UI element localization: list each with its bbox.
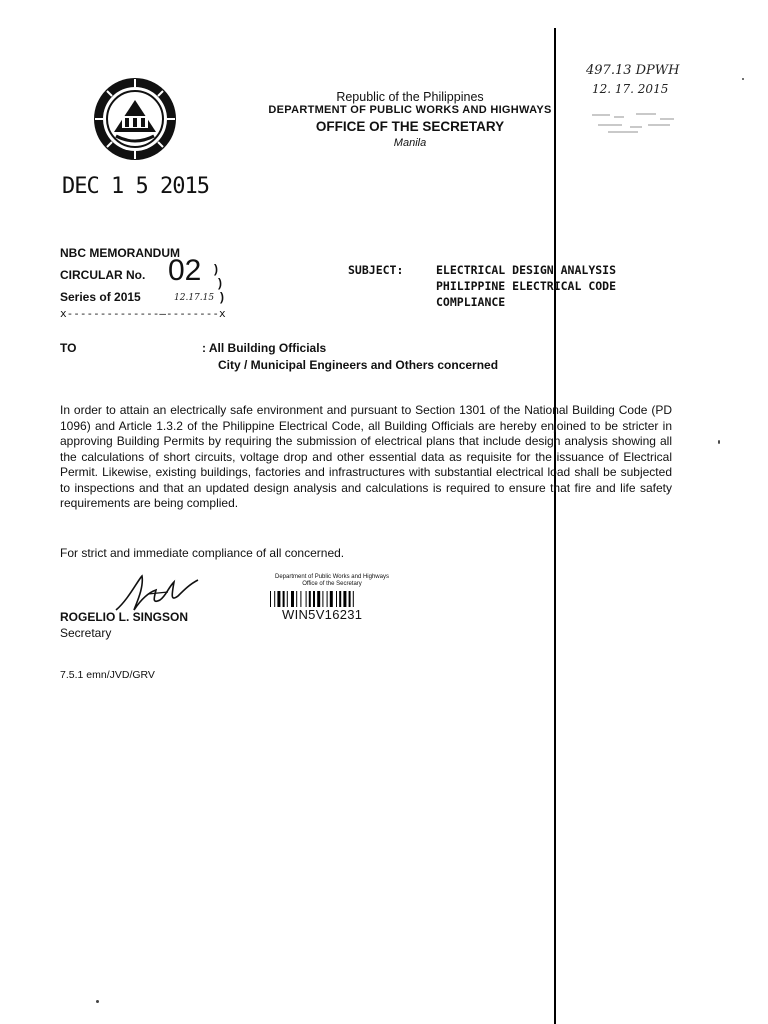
barcode bbox=[270, 591, 398, 607]
barcode-bar bbox=[270, 591, 271, 607]
barcode-bar bbox=[287, 591, 288, 607]
series-handwritten-note: 12.17.15 bbox=[174, 293, 215, 303]
handwritten-receipt-date: 12. 17. 2015 bbox=[592, 82, 669, 96]
subject-line-1: ELECTRICAL DESIGN ANALYSIS bbox=[436, 263, 617, 277]
barcode-bar bbox=[283, 591, 285, 607]
department-name: DEPARTMENT OF PUBLIC WORKS AND HIGHWAYS bbox=[268, 104, 552, 116]
barcode-bar bbox=[317, 591, 320, 607]
barcode-bar bbox=[306, 591, 307, 607]
barcode-bar bbox=[277, 591, 280, 607]
series-label: Series of 2015 bbox=[60, 290, 141, 304]
addressee-line-2: City / Municipal Engineers and Others concerned bbox=[218, 358, 499, 372]
office-name: OFFICE OF THE SECRETARY bbox=[315, 119, 505, 134]
republic-line: Republic of the Philippines bbox=[336, 90, 484, 104]
barcode-bar bbox=[313, 591, 315, 607]
handwritten-receipt-number: 497.13 DPWH bbox=[586, 63, 680, 78]
barcode-bar bbox=[300, 591, 301, 607]
barcode-bar bbox=[274, 591, 275, 607]
barcode-bar bbox=[349, 591, 351, 607]
circular-label: CIRCULAR No. bbox=[60, 268, 146, 282]
barcode-bar bbox=[339, 591, 341, 607]
scan-speck bbox=[96, 1000, 99, 1003]
subject-label: SUBJECT: bbox=[348, 263, 404, 277]
barcode-bar bbox=[291, 591, 294, 607]
addressee-line-1: : All Building Officials bbox=[202, 341, 327, 355]
reference-initials: 7.5.1 emn/JVD/GRV bbox=[60, 669, 155, 681]
office-city: Manila bbox=[393, 137, 427, 149]
scan-speck bbox=[742, 78, 744, 80]
barcode-header bbox=[254, 574, 410, 588]
body-paragraph: In order to attain an electrically safe environment and pursuant to Section 1301 of the National Building Code (PD 1096) and Article 1.3.2 of the Philippine Electrical Code, all Building Officials are hereby enjoined to be stricter in approving Building Permits by requiring the submission of electrical plans that include design analysis showing all the calculations of short circuits, voltage drop and other essential data as requisite for the issuance of Electrical Permit. Likewise, existing buildings, factories and infrastructures with substantial electrical load shall be subjected to inspections and that an updated design analysis and calculations is required to ensure that fire and life safety requirements are being complied. bbox=[60, 403, 672, 510]
faded-stamp bbox=[588, 110, 680, 136]
compliance-line: For strict and immediate compliance of all concerned. bbox=[60, 546, 345, 560]
barcode-bar bbox=[343, 591, 346, 607]
barcode-bar bbox=[322, 591, 323, 607]
paren-3: ) bbox=[220, 290, 224, 304]
barcode-bar bbox=[353, 591, 354, 607]
memo-type: NBC MEMORANDUM bbox=[60, 246, 180, 260]
scan-speck bbox=[718, 440, 720, 444]
paren-2: ) bbox=[218, 276, 222, 290]
circular-number: 02 bbox=[168, 254, 202, 287]
subject-line-3: COMPLIANCE bbox=[436, 295, 506, 309]
paren-1: ) bbox=[214, 262, 218, 276]
separator-line: x--------------—--------x bbox=[60, 307, 226, 320]
date-stamp: DEC 1 5 2015 bbox=[62, 174, 209, 199]
barcode-id: WIN5V16231 bbox=[282, 607, 363, 622]
barcode-bar bbox=[336, 591, 337, 607]
to-label: TO bbox=[60, 341, 77, 355]
barcode-bar bbox=[296, 591, 297, 607]
subject-line-2: PHILIPPINE ELECTRICAL CODE bbox=[436, 279, 617, 293]
scan-fold-line bbox=[554, 28, 556, 1024]
barcode-header-line-1: Department of Public Works and Highways bbox=[275, 574, 389, 580]
barcode-bar bbox=[309, 591, 311, 607]
signatory-title: Secretary bbox=[60, 626, 112, 640]
barcode-bar bbox=[327, 591, 328, 607]
barcode-bar bbox=[330, 591, 333, 607]
signatory-name: ROGELIO L. SINGSON bbox=[60, 610, 189, 624]
dpwh-seal-logo bbox=[92, 76, 178, 162]
barcode-header-line-2: Office of the Secretary bbox=[302, 581, 362, 587]
